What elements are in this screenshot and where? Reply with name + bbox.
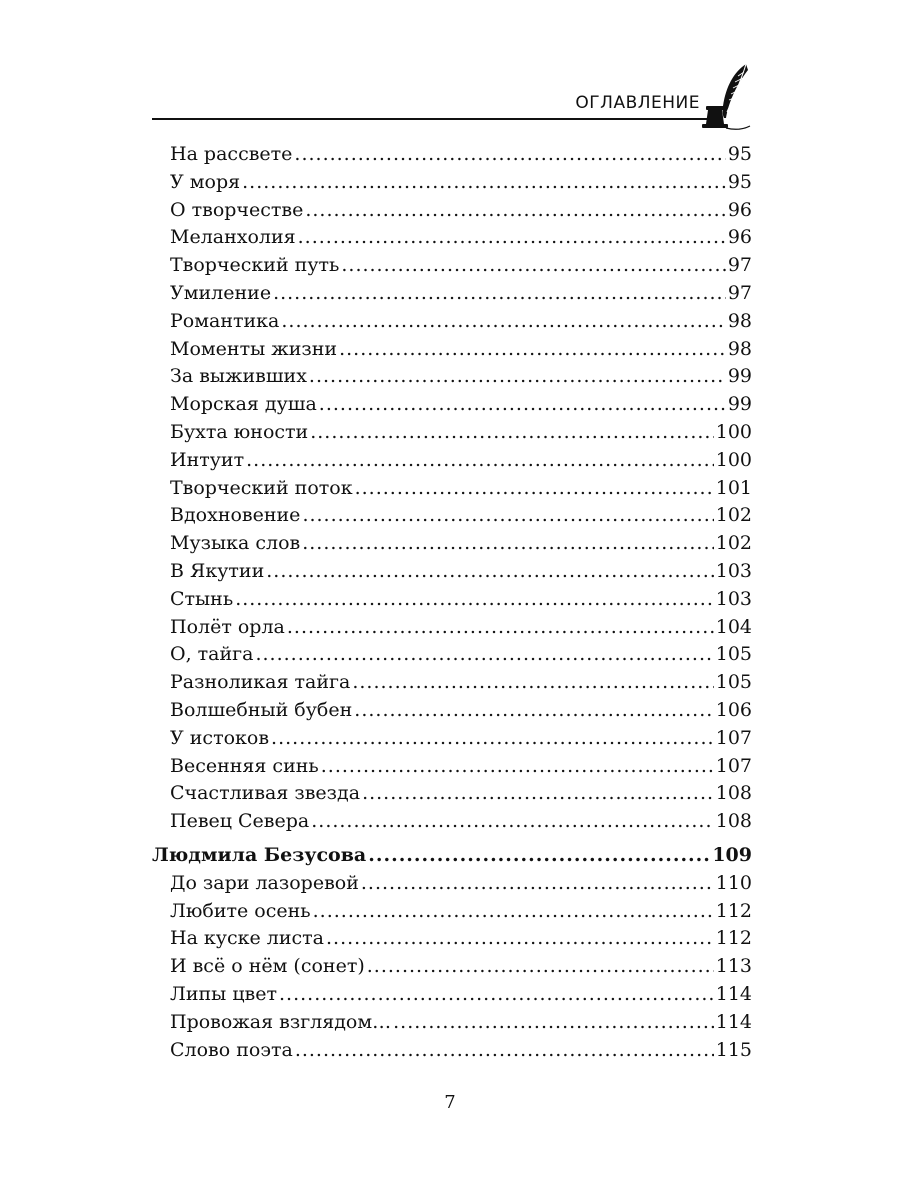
toc-entry-title: О, тайга — [170, 643, 254, 666]
toc-entry[interactable] — [152, 363, 752, 391]
toc-leader-dots — [302, 502, 713, 530]
toc-entry-title: Счастливая звезда — [170, 782, 361, 805]
toc-entry[interactable] — [152, 169, 752, 197]
toc-entry-title: Любите осень — [170, 899, 311, 922]
toc-leader-dots — [361, 870, 714, 898]
toc-entry[interactable] — [152, 586, 752, 614]
toc-entry-page: 113 — [715, 955, 752, 978]
toc-entry[interactable] — [152, 870, 752, 898]
toc-leader-dots — [279, 981, 714, 1009]
toc-entry-page: 108 — [715, 810, 752, 833]
toc-leader-dots — [294, 141, 725, 169]
toc-entry[interactable] — [152, 558, 752, 586]
toc-entry-title: У истоков — [170, 726, 270, 749]
toc-entry-title: На куске листа — [170, 927, 325, 950]
toc-entry-title: О творчестве — [170, 198, 304, 221]
toc-leader-dots — [362, 780, 714, 808]
toc-entry[interactable] — [152, 808, 752, 836]
toc-leader-dots — [341, 252, 725, 280]
toc-leader-dots — [311, 808, 714, 836]
toc-entry-page: 97 — [727, 281, 752, 304]
toc-entry-page: 96 — [727, 198, 752, 221]
toc-entry-title: У моря — [170, 170, 241, 193]
toc-entry-page: 102 — [715, 532, 752, 555]
toc-entry[interactable] — [152, 308, 752, 336]
toc-entry[interactable] — [152, 725, 752, 753]
toc-entry[interactable] — [152, 530, 752, 558]
toc-entry-title: Певец Севера — [170, 810, 310, 833]
toc-entry-title: Вдохновение — [170, 504, 301, 527]
toc-entry-page: 95 — [727, 143, 752, 165]
toc-entry[interactable] — [152, 669, 752, 697]
toc-leader-dots — [273, 280, 726, 308]
toc-entry-title: Провожая взглядом… — [170, 1010, 392, 1033]
toc-entry-title: Меланхолия — [170, 226, 296, 249]
toc-entry[interactable] — [152, 981, 752, 1009]
toc-entry-page: 102 — [715, 504, 752, 527]
toc-author-entry[interactable] — [152, 842, 752, 870]
toc-entry-title: Липы цвет — [170, 982, 278, 1005]
toc-entry-page: 114 — [715, 982, 752, 1005]
toc-entry-title: Полёт орла — [170, 615, 285, 638]
toc-entry-title: Морская душа — [170, 393, 317, 416]
toc-entry-page: 100 — [715, 420, 752, 443]
toc-entry[interactable] — [152, 502, 752, 530]
toc-entry[interactable] — [152, 780, 752, 808]
toc-entry-page: 115 — [715, 1038, 752, 1061]
toc-entry[interactable] — [152, 141, 752, 169]
toc-entry-page: 108 — [715, 782, 752, 805]
toc-entry-page: 98 — [727, 309, 752, 332]
toc-entry-page: 104 — [715, 615, 752, 638]
toc-entry-title: До зари лазоревой — [170, 871, 359, 894]
toc-leader-dots — [295, 1037, 714, 1065]
toc-entry-title: Интуит — [170, 448, 245, 471]
toc-leader-dots — [313, 898, 714, 926]
toc-leader-dots — [319, 391, 726, 419]
toc-entry-page: 103 — [715, 587, 752, 610]
toc-entry-page: 112 — [715, 927, 752, 950]
toc-entry-title: На рассвете — [170, 143, 293, 165]
page-number: 7 — [444, 1092, 456, 1113]
toc-entry[interactable] — [152, 753, 752, 781]
toc-leader-dots — [326, 925, 714, 953]
toc-entry[interactable] — [152, 419, 752, 447]
toc-entry-title: Слово поэта — [170, 1038, 293, 1061]
toc-entry-page: 103 — [715, 559, 752, 582]
toc-entry-title: Разноликая тайга — [170, 671, 351, 694]
toc-entry-page: 109 — [712, 843, 752, 866]
toc-entry-title: Волшебный бубен — [170, 698, 353, 721]
toc-leader-dots — [266, 558, 713, 586]
toc-entry[interactable] — [152, 697, 752, 725]
toc-entry-page: 112 — [715, 899, 752, 922]
toc-entry-title: Стынь — [170, 587, 234, 610]
toc-entry-page: 97 — [727, 254, 752, 277]
quill-inkwell-icon — [696, 62, 752, 132]
toc-leader-dots — [309, 363, 726, 391]
toc-entry[interactable] — [152, 197, 752, 225]
toc-entry-page: 100 — [715, 448, 752, 471]
toc-entry-page: 99 — [727, 365, 752, 388]
toc-leader-dots — [354, 697, 713, 725]
toc-leader-dots — [242, 169, 726, 197]
toc-entry[interactable] — [152, 447, 752, 475]
toc-entry-title: Романтика — [170, 309, 280, 332]
toc-entry[interactable] — [152, 475, 752, 503]
toc-leader-dots — [287, 614, 714, 642]
toc-entry[interactable] — [152, 391, 752, 419]
toc-entry-page: 101 — [715, 476, 752, 499]
toc-leader-dots — [352, 669, 713, 697]
toc-leader-dots — [298, 224, 726, 252]
toc-entry-title: Музыка слов — [170, 532, 301, 555]
toc-entry-title: Творческий поток — [170, 476, 353, 499]
toc-entry-title: Моменты жизни — [170, 337, 338, 360]
toc-entry[interactable] — [152, 898, 752, 926]
toc-leader-dots — [255, 641, 713, 669]
toc-entry-page: 106 — [715, 698, 752, 721]
toc-entry[interactable] — [152, 614, 752, 642]
toc-leader-dots — [393, 1009, 714, 1037]
toc-entry[interactable] — [152, 1009, 752, 1037]
toc-entry-page: 105 — [715, 671, 752, 694]
header-rule — [152, 118, 712, 120]
toc-entry-title: Творческий путь — [170, 254, 340, 277]
toc-entry[interactable] — [152, 336, 752, 364]
page-header — [152, 62, 752, 132]
toc-entry[interactable] — [152, 1037, 752, 1065]
toc-leader-dots — [368, 842, 710, 870]
toc-leader-dots — [246, 447, 714, 475]
toc-leader-dots — [339, 336, 726, 364]
toc-entry[interactable] — [152, 224, 752, 252]
toc-entry-page: 99 — [727, 393, 752, 416]
header-title: ОГЛАВЛЕНИЕ — [575, 93, 700, 113]
toc-entry-page: 107 — [715, 726, 752, 749]
toc-entry-page: 105 — [715, 643, 752, 666]
toc-entry[interactable] — [152, 953, 752, 981]
toc-entry-title: Весенняя синь — [170, 754, 319, 777]
toc-entry[interactable] — [152, 641, 752, 669]
toc-entry-title: Людмила Безусова — [152, 843, 367, 866]
toc-entry-title: И всё о нём (сонет) — [170, 955, 365, 978]
toc-leader-dots — [355, 475, 714, 503]
toc-leader-dots — [235, 586, 714, 614]
table-of-contents — [152, 141, 752, 1064]
toc-leader-dots — [310, 419, 714, 447]
toc-entry[interactable] — [152, 925, 752, 953]
toc-leader-dots — [271, 725, 714, 753]
toc-leader-dots — [367, 953, 714, 981]
toc-entry-page: 114 — [715, 1010, 752, 1033]
toc-entry-title: Бухта юности — [170, 420, 309, 443]
toc-leader-dots — [302, 530, 714, 558]
toc-entry-page: 98 — [727, 337, 752, 360]
toc-leader-dots — [321, 753, 714, 781]
toc-leader-dots — [281, 308, 725, 336]
toc-entry[interactable] — [152, 280, 752, 308]
toc-entry-page: 95 — [727, 170, 752, 193]
toc-entry-title: Умиление — [170, 281, 272, 304]
toc-entry-page: 96 — [727, 226, 752, 249]
toc-entry[interactable] — [152, 252, 752, 280]
toc-entry-title: За выживших — [170, 365, 307, 388]
toc-entry-page: 107 — [715, 754, 752, 777]
toc-entry-page: 110 — [715, 871, 752, 894]
toc-leader-dots — [305, 197, 725, 225]
toc-entry-title: В Якутии — [170, 559, 265, 582]
